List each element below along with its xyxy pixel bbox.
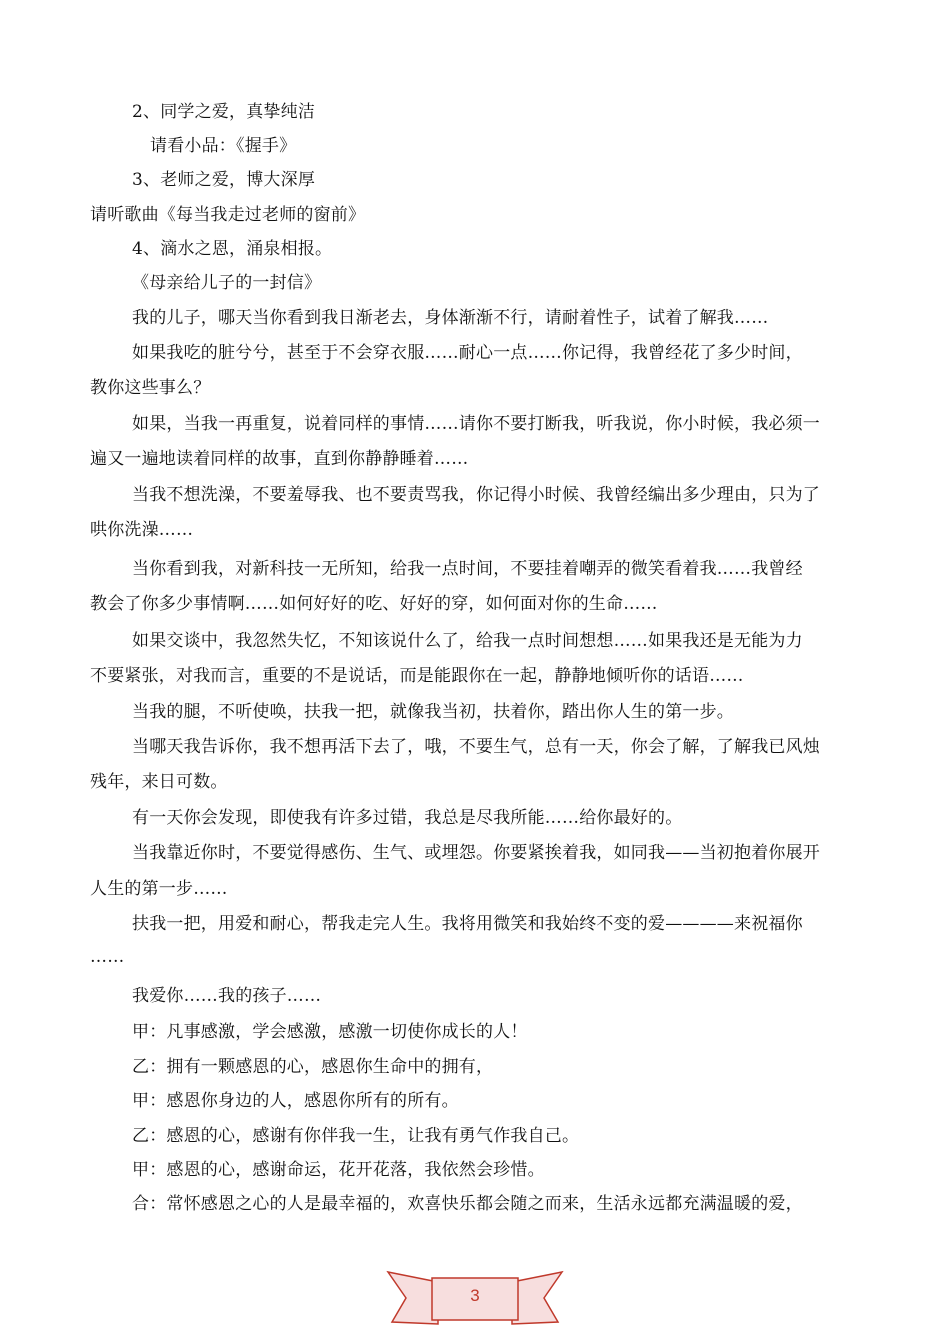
text-line: 当我的腿，不听使唤，扶我一把，就像我当初，扶着你，踏出你人生的第一步。 xyxy=(132,702,734,722)
text-line: 教会了你多少事情啊……如何好好的吃、好好的穿，如何面对你的生命…… xyxy=(90,594,658,614)
text-line: 请看小品：《握手》 xyxy=(150,136,297,156)
text-line: 3、老师之爱，博大深厚 xyxy=(132,170,316,190)
text-line: 人生的第一步…… xyxy=(90,879,228,899)
text-line: 我的儿子，哪天当你看到我日渐老去，身体渐渐不行，请耐着性子，试着了解我…… xyxy=(132,308,769,328)
text-line: 教你这些事么？ xyxy=(90,378,211,398)
text-line: 残年，来日可数。 xyxy=(90,772,228,792)
page-number: 3 xyxy=(470,1286,480,1305)
text-line: …… xyxy=(90,947,125,967)
text-line: 扶我一把，用爱和耐心，帮我走完人生。我将用微笑和我始终不变的爱————来祝福你 xyxy=(132,914,803,934)
text-line: 当我不想洗澡，不要羞辱我、也不要责骂我，你记得小时候、我曾经编出多少理由，只为了 xyxy=(132,485,820,505)
text-line: 如果交谈中，我忽然失忆，不知该说什么了，给我一点时间想想……如果我还是无能为力 xyxy=(132,631,803,651)
text-line: 我爱你……我的孩子…… xyxy=(132,986,322,1006)
text-line: 当你看到我，对新科技一无所知，给我一点时间，不要挂着嘲弄的微笑看着我……我曾经 xyxy=(132,559,803,579)
page-number-footer xyxy=(380,1266,570,1336)
dialogue-line: 甲：凡事感激，学会感激，感激一切使你成长的人！ xyxy=(132,1022,528,1042)
text-line: 2、同学之爱，真挚纯洁 xyxy=(132,102,316,122)
text-line: 遍又一遍地读着同样的故事，直到你静静睡着…… xyxy=(90,449,469,469)
dialogue-line: 乙：拥有一颗感恩的心，感恩你生命中的拥有， xyxy=(132,1057,494,1077)
text-line: 请听歌曲《每当我走过老师的窗前》 xyxy=(90,205,366,225)
dialogue-line: 甲：感恩的心，感谢命运，花开花落，我依然会珍惜。 xyxy=(132,1160,545,1180)
text-line: 如果，当我一再重复，说着同样的事情……请你不要打断我，听我说，你小时候，我必须一 xyxy=(132,414,820,434)
letter-title: 《母亲给儿子的一封信》 xyxy=(132,273,322,293)
text-line: 有一天你会发现，即使我有许多过错，我总是尽我所能……给你最好的。 xyxy=(132,808,683,828)
dialogue-line: 合：常怀感恩之心的人是最幸福的，欢喜快乐都会随之而来，生活永远都充满温暖的爱， xyxy=(132,1194,803,1214)
text-line: 哄你洗澡…… xyxy=(90,520,194,540)
text-line: 当我靠近你时，不要觉得感伤、生气、或埋怨。你要紧挨着我，如同我——当初抱着你展开 xyxy=(132,843,820,863)
text-line: 当哪天我告诉你，我不想再活下去了，哦，不要生气，总有一天，你会了解，了解我已风烛 xyxy=(132,737,820,757)
dialogue-line: 甲：感恩你身边的人，感恩你所有的所有。 xyxy=(132,1091,459,1111)
dialogue-line: 乙：感恩的心，感谢有你伴我一生，让我有勇气作我自己。 xyxy=(132,1126,580,1146)
text-line: 4、滴水之恩，涌泉相报。 xyxy=(132,239,333,259)
text-line: 如果我吃的脏兮兮，甚至于不会穿衣服……耐心一点……你记得，我曾经花了多少时间， xyxy=(132,343,803,363)
text-line: 不要紧张，对我而言，重要的不是说话，而是能跟你在一起，静静地倾听你的话语…… xyxy=(90,666,744,686)
